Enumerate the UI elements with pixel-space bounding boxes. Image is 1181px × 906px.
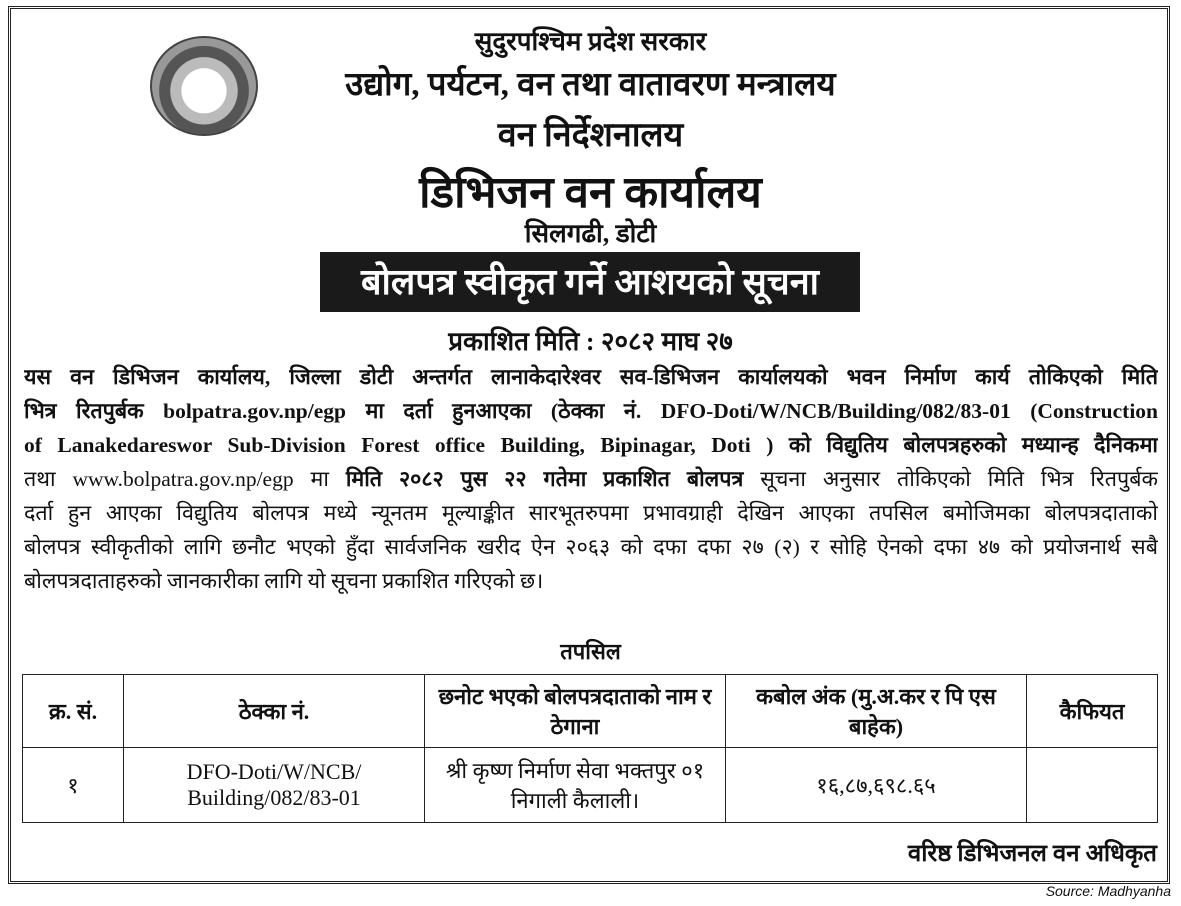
province-heading: सुदुरपश्चिम प्रदेश सरकार <box>474 27 707 56</box>
table-header-row <box>23 675 1158 748</box>
schedule-label: तपसिल <box>560 639 621 664</box>
col-contract: ठेक्का नं. <box>124 675 425 748</box>
cell-serial: १ <box>23 748 124 823</box>
body-text: सूचना अनुसार तोकिएको मिति भित्र रितपुर्बक <box>743 467 1158 491</box>
directorate-heading: वन निर्देशनालय <box>497 117 684 154</box>
body-text: तथा www.bolpatra.gov.np/egp मा <box>24 467 346 491</box>
notice-title: बोलपत्र स्वीकृत गर्ने आशयको सूचना <box>320 252 860 312</box>
cell-bidder: श्री कृष्ण निर्माण सेवा भक्तपुर ०१ निगाली कैलाली। <box>425 748 726 823</box>
body-line: of Lanakedareswor Sub-Division Forest office Building, Bipinagar, Doti ) को विद्युतिय बोलपत्रहरुको मध्यान्ह दैनिकमा <box>24 433 1158 457</box>
body-line: बोलपत्र स्वीकृतीको लागि छनौट भएको हुँदा सार्वजनिक खरीद ऐन २०६३ को दफा दफा २७ (२) र सोहि ऐनको दफा ४७ को प्रयोजनार्थ सबै <box>24 535 1158 559</box>
table-row <box>23 748 1158 823</box>
published-date: प्रकाशित मिति : २०८२ माघ २७ <box>448 327 733 356</box>
office-location: सिलगढी, डोटी <box>524 219 657 248</box>
award-table <box>22 674 1158 823</box>
body-text-bold: मिति २०८२ पुस २२ गतेमा प्रकाशित बोलपत्र <box>345 467 744 491</box>
ministry-heading: उद्योग, पर्यटन, वन तथा वातावरण मन्त्रालय <box>345 67 836 103</box>
col-bidder: छनोट भएको बोलपत्रदाताको नाम र ठेगाना <box>425 675 726 748</box>
cell-amount: १६,८७,६९८.६५ <box>726 748 1027 823</box>
col-amount: कबोल अंक (मु.अ.कर र पि एस बाहेक) <box>726 675 1027 748</box>
notice-body <box>24 360 1158 598</box>
body-line: बोलपत्रदाताहरुको जानकारीका लागि यो सूचना प्रकाशित गरिएको छ। <box>24 569 544 593</box>
body-line: यस वन डिभिजन कार्यालय, जिल्ला डोटी अन्तर्गत लानाकेदारेश्वर सव-डिभिजन कार्यालयको भवन निर्माण कार्य तोकिएको मिति <box>24 365 1158 389</box>
col-serial: क्र. सं. <box>23 675 124 748</box>
signatory-title: वरिष्ठ डिभिजनल वन अधिकृत <box>907 841 1157 867</box>
cell-contract: DFO-Doti/W/NCB/ Building/082/83-01 <box>124 748 425 823</box>
office-heading: डिभिजन वन कार्यालय <box>419 168 762 217</box>
cell-remarks <box>1027 748 1158 823</box>
source-credit: Source: Madhyanha <box>1045 883 1171 899</box>
col-remarks: कैफियत <box>1027 675 1158 748</box>
body-line <box>24 462 1158 496</box>
body-line: भित्र रितपुर्बक bolpatra.gov.np/egp मा दर्ता हुनआएका (ठेक्का नं. DFO-Doti/W/NCB/Building/082/83-01 (Construction <box>24 399 1158 423</box>
body-line: दर्ता हुन आएका विद्युतिय बोलपत्र मध्ये न्यूनतम मूल्याङ्कीत सारभूतरुपमा प्रभावग्राही देखिन आएका तपसिल बमोजिमका बोलपत्रदाताको <box>24 501 1158 525</box>
